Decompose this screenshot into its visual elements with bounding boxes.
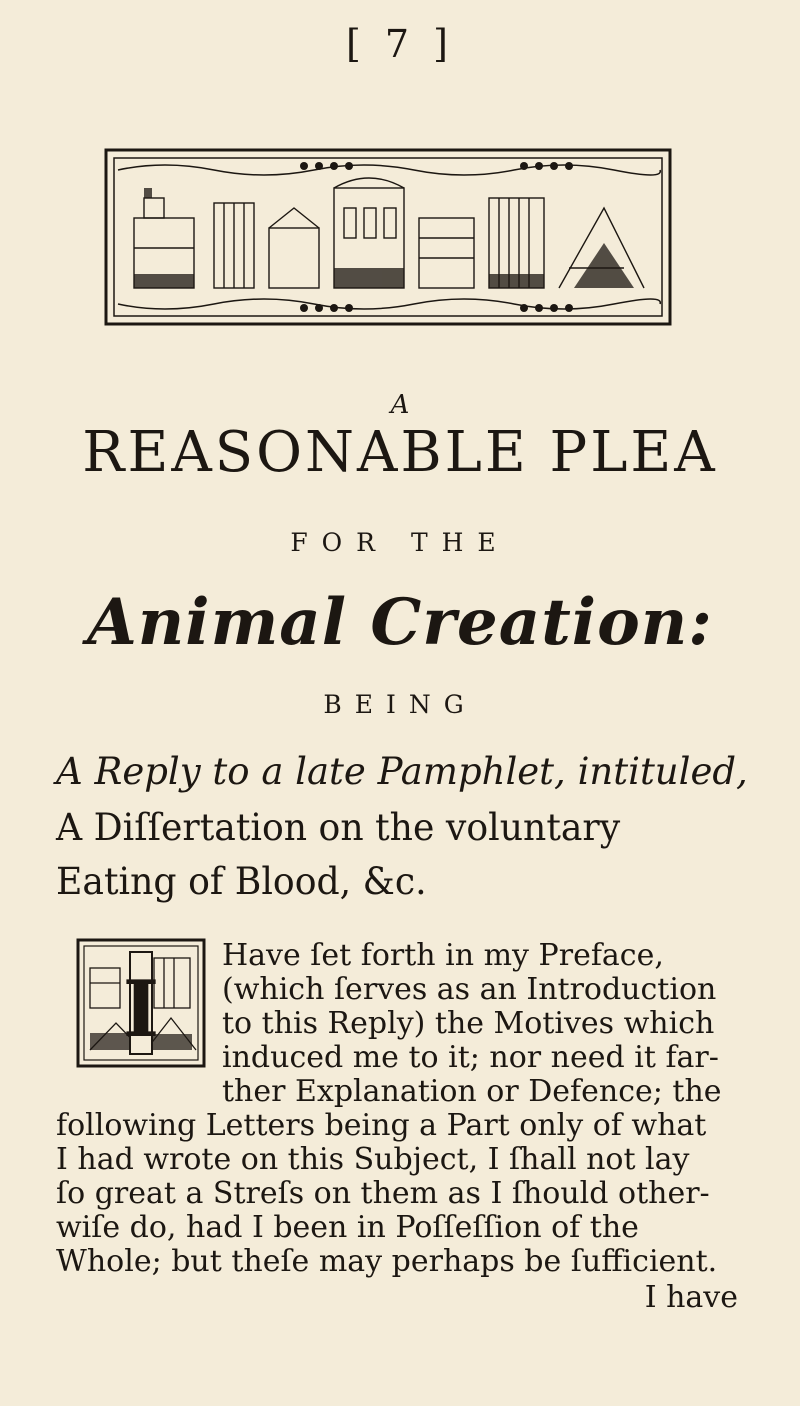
ornamental-headpiece-icon bbox=[104, 148, 672, 326]
body-line-8: ſo great a Streſs on them as I ſhould other- bbox=[56, 1176, 710, 1211]
reply-line-2: A Diſſertation on the voluntary bbox=[56, 806, 621, 849]
body-line-10: Whole; but theſe may perhaps be ſufficient. bbox=[56, 1244, 718, 1279]
catchword: I have bbox=[644, 1280, 738, 1315]
title-being: BEING bbox=[323, 690, 477, 719]
title-main: REASONABLE PLEA bbox=[82, 420, 718, 485]
body-line-7: I had wrote on this Subject, I ſhall not lay bbox=[56, 1142, 690, 1177]
body-line-6: following Letters being a Part only of what bbox=[56, 1108, 707, 1143]
body-line-5: ther Explanation or Defence; the bbox=[222, 1074, 722, 1109]
page-number: [ 7 ] bbox=[346, 22, 454, 66]
body-line-2: (which ſerves as an Introduction bbox=[222, 972, 717, 1007]
body-line-4: induced me to it; nor need it far- bbox=[222, 1040, 719, 1075]
body-line-3: to this Reply) the Motives which bbox=[222, 1006, 715, 1041]
decorated-initial-icon bbox=[76, 938, 206, 1068]
title-article: A bbox=[390, 390, 410, 420]
reply-line-3: Eating of Blood, &c. bbox=[56, 860, 427, 903]
initial-letter: I bbox=[122, 964, 160, 1055]
body-line-9: wiſe do, had I been in Poſſeſſion of the bbox=[56, 1210, 639, 1245]
reply-line-1: A Reply to a late Pamphlet, intituled, bbox=[56, 750, 748, 793]
body-line-1: Have ſet forth in my Preface, bbox=[222, 938, 664, 973]
title-subject: Animal Creation: bbox=[87, 585, 713, 660]
title-connector: FOR THE bbox=[290, 528, 510, 557]
